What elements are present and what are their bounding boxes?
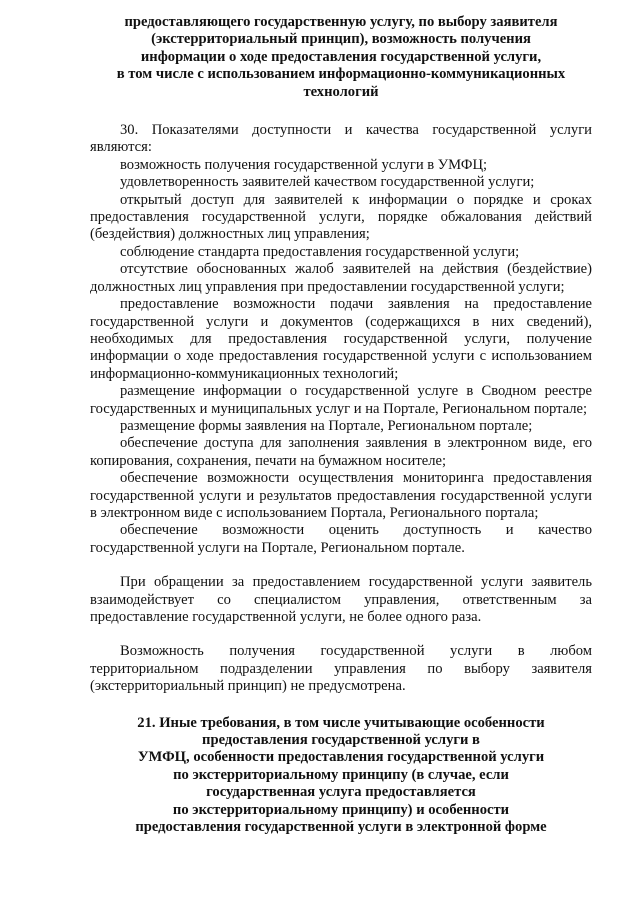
heading-line: предоставляющего государственную услугу, по выбору заявителя [124,14,558,30]
interaction-paragraph: При обращении за предоставлением государственной услуги заявитель взаимодействует со специалистом управления, ответственным за предоставление государственной услуги, не более одного раза. [90,574,592,625]
heading-line: в том числе с использованием информационно-коммуникационных [116,66,566,83]
section-21-title [90,715,592,837]
list-item: возможность получения государственной услуги в УМФЦ; [120,156,488,173]
section-title-line: УМФЦ, особенности предоставления государственной услуги [137,749,545,766]
heading-line: технологий [303,83,379,100]
section-title-line: по экстерриториальному принципу) и особенности [172,801,510,818]
paragraph-gap [90,626,592,643]
section-title-line: предоставления государственной услуги в [202,732,480,749]
section-title-line: по экстерриториальному принципу (в случае, если [173,766,509,783]
section-30-body [90,122,592,696]
heading-line: (экстерриториальный принцип), возможность получения [151,31,531,48]
list-item: обеспечение возможности осуществления мониторинга предоставления государственной услуги и результатов предоставления государственной услуги в электронном виде с использованием Портала, Регионального портала; [90,470,592,521]
section-title-line: государственная услуга предоставляется [206,784,476,801]
list-item: обеспечение доступа для заполнения заявления в электронном виде, его копирования, сохранения, печати на бумажном носителе; [90,435,592,469]
list-item: удовлетворенность заявителей качеством государственной услуги; [120,174,535,191]
list-item: соблюдение стандарта предоставления государственной услуги; [120,243,520,260]
list-item: размещение информации о государственной услуге в Сводном реестре государственных и муниципальных услуг и на Портале, Региональном портале; [90,383,592,417]
section-title-line: 21. Иные требования, в том числе учитывающие особенности [137,714,545,731]
list-item: отсутствие обоснованных жалоб заявителей на действия (бездействие) должностных лиц управления при предоставлении государственной услуги; [90,261,592,295]
section-heading-continuation [90,14,592,101]
paragraph-gap [90,557,592,574]
list-item: размещение формы заявления на Портале, Региональном портале; [120,417,533,434]
heading-line: информации о ходе предоставления государственной услуги, [140,48,542,65]
list-item: открытый доступ для заявителей к информации о порядке и сроках предоставления государственной услуги, порядке обжалования действий (бездействия) должностных лиц управления; [90,191,592,243]
list-item: обеспечение возможности оценить доступность и качество государственной услуги на Портале, Региональном портале. [90,522,592,556]
list-item: предоставление возможности подачи заявления на предоставление государственной услуги и документов (содержащихся в них сведений), необходимых для предоставления государственной услуги, получение информации о ходе предоставления государственной услуги с использованием информационно-коммуникационных технологий; [90,296,592,382]
section-30-intro: 30. Показателями доступности и качества государственной услуги являются: [90,122,592,156]
exterritorial-paragraph: Возможность получения государственной услуги в любом территориальном подразделении управления по выбору заявителя (экстерриториальный принцип) не предусмотрена. [90,643,592,695]
section-title-line: предоставления государственной услуги в электронной форме [135,819,547,836]
